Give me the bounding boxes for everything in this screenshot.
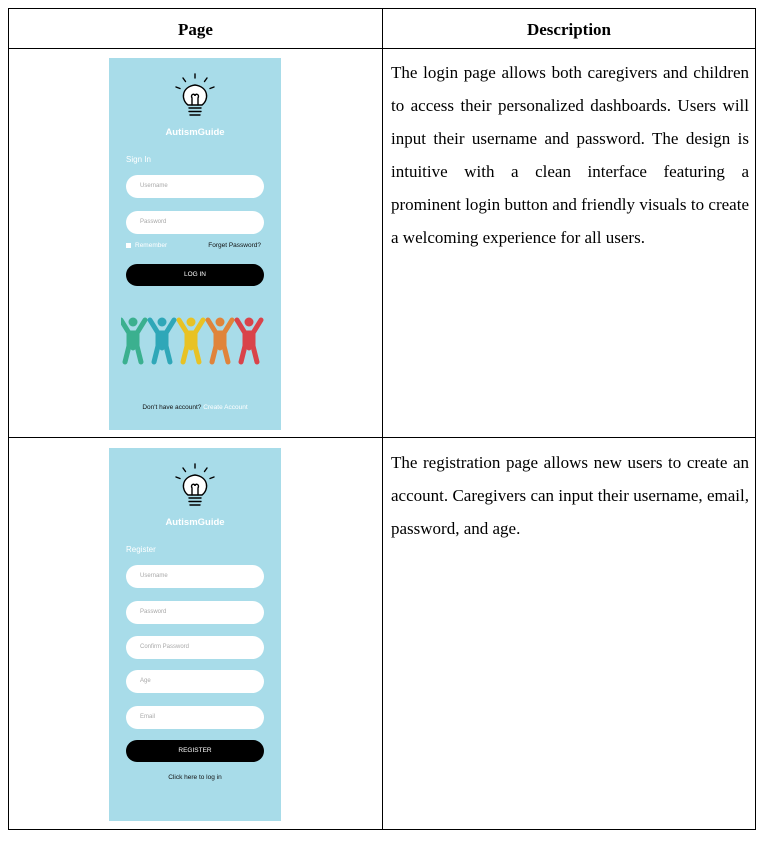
sign-in-title: Sign In: [126, 155, 151, 164]
remember-label: Remember: [135, 242, 168, 249]
password-field[interactable]: Password: [126, 211, 264, 234]
lightbulb-icon: [173, 72, 217, 120]
person-figure: [237, 318, 261, 363]
register-mockup: [109, 448, 281, 821]
lightbulb-icon: [173, 462, 217, 510]
person-figure: [179, 318, 203, 363]
register-title: Register: [126, 545, 156, 554]
remember-checkbox[interactable]: [126, 242, 167, 249]
login-link[interactable]: Click here to log in: [168, 774, 222, 781]
create-account-row: [109, 404, 281, 411]
confirm-password-field[interactable]: Confirm Password: [126, 636, 264, 659]
password-field[interactable]: Password: [126, 601, 264, 624]
person-figure: [208, 318, 232, 363]
forgot-password-link[interactable]: Forget Password?: [208, 242, 261, 249]
login-button[interactable]: LOG IN: [126, 264, 264, 286]
brand-name: AutismGuide: [165, 127, 225, 138]
create-account-link[interactable]: Create Account: [203, 404, 248, 411]
person-figure: [121, 318, 145, 363]
header-page: Page: [178, 20, 213, 39]
login-mockup: [109, 58, 281, 430]
age-field[interactable]: Age: [126, 670, 264, 693]
email-field[interactable]: Email: [126, 706, 264, 729]
row-divider: [9, 437, 755, 438]
header-description: Description: [526, 20, 612, 39]
no-account-text: Don't have account?: [142, 404, 202, 411]
page-description-table: [8, 8, 756, 830]
register-description: The registration page allows new users to create an account. Caregivers can input their username, email, password, and age.: [391, 453, 749, 538]
person-figure: [150, 318, 174, 363]
brand-name: AutismGuide: [165, 517, 225, 528]
username-field[interactable]: Username: [126, 565, 264, 588]
register-button[interactable]: REGISTER: [126, 740, 264, 762]
username-field[interactable]: Username: [126, 175, 264, 198]
column-divider: [382, 9, 383, 829]
checkbox-icon: [126, 243, 131, 248]
login-description: The login page allows both caregivers and children to access their personalized dashboards. Users will input their username and password. The design is intuitive with a clean interface featuring a prominent login button and friendly visuals to create a welcoming experience for all users.: [391, 63, 749, 247]
people-group-icon: [121, 316, 269, 366]
